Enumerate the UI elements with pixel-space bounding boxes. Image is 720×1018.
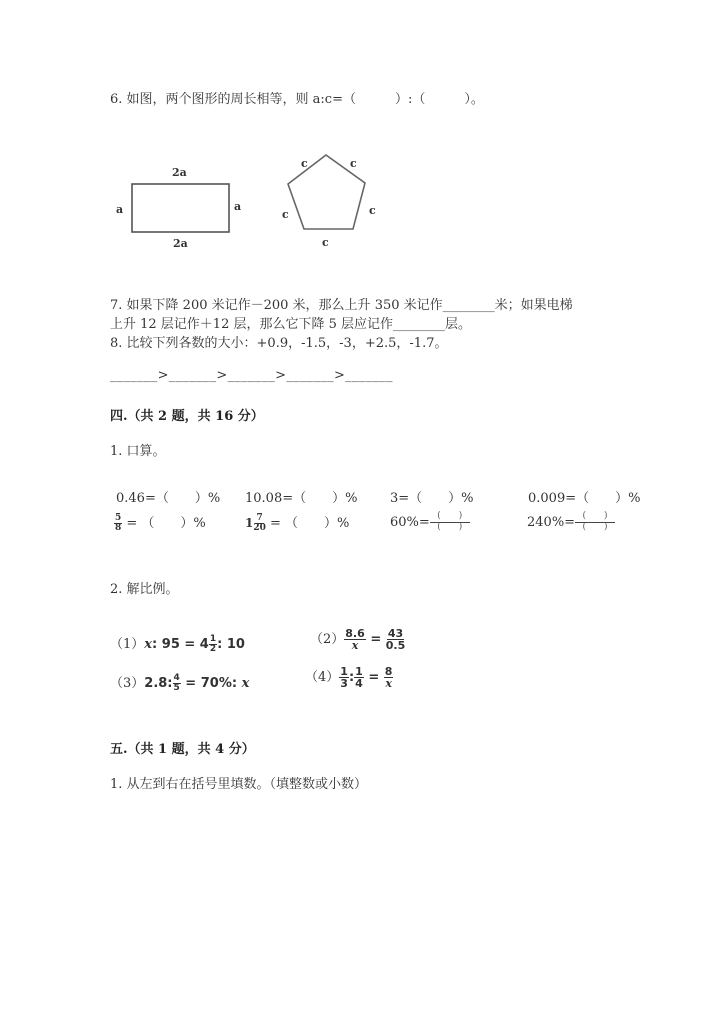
section-4-q2-title: 2. 解比例。 [110,582,179,597]
pentagon-figure [282,155,376,249]
blank-fraction: ( ) ( ) [575,512,615,533]
proportion-1: （1）x: 95 = 4 $\frac{1}{2}$ : 10 [110,634,245,654]
rect-bottom-label: 2a [173,237,188,250]
question-8-text: 8. 比较下列各数的大小：+0.9，-1.5，-3，+2.5，-1.7。 [110,336,448,351]
pentagon-side-label: c [369,204,376,217]
proportion-3: （3）2.8: $\frac{4}{5}$ = 70%: x [110,673,250,693]
mental-math-item: 1 $\frac{7}{20}$ = （ ）% [245,513,350,533]
mental-math-item: 10.08=（ ）% [245,491,358,506]
question-7-line2: 上升 12 层记作＋12 层，那么它下降 5 层应记作________层。 [110,317,472,332]
mental-math-item: 0.46=（ ）% [116,491,221,506]
rect-right-label: a [234,200,242,213]
pentagon-side-label: c [322,236,329,249]
pentagon-side-label: c [282,208,289,221]
mental-math-item: 240%= ( ) ( ) [527,512,615,533]
rect-top-label: 2a [172,166,187,179]
figure-rectangle-pentagon [110,150,400,255]
blank-fraction: ( ) ( ) [430,512,470,533]
mental-math-item: $\frac{5}{8}$ = （ ）% [115,513,206,533]
section-4-q1-title: 1. 口算。 [110,444,166,459]
mental-math-item: 0.009=（ ）% [528,491,641,506]
section-5-title: 五.（共 1 题，共 4 分） [110,742,255,757]
pentagon-side-label: c [350,157,357,170]
fraction: $\frac{7}{20}$ [253,513,266,533]
question-8-blanks: _______>_______>_______>_______>_______ [110,368,393,383]
fraction: $\frac{5}{8}$ [115,513,122,533]
section-5-q1-title: 1. 从左到右在括号里填数。（填整数或小数） [110,777,368,792]
question-6-text: 6. 如图，两个图形的周长相等，则 a:c=（ ）:（ ）。 [110,92,484,107]
mental-math-item: 60%= ( ) ( ) [390,512,470,533]
mental-math-item: 3=（ ）% [390,491,474,506]
section-4-title: 四.（共 2 题，共 16 分） [110,409,264,424]
rectangle-figure [116,166,241,250]
proportion-2: （2） $\frac{8.6}{x}$ = $\frac{43}{0.5}$ [310,627,406,652]
question-7-line1: 7. 如果下降 200 米记作－200 米，那么上升 350 米记作________米；如果电梯 [110,298,573,313]
proportion-4: （4） $\frac{1}{3}$ : $\frac{1}{4}$ = $\frac{8}{x}$ [305,665,393,690]
pentagon-side-label: c [301,157,308,170]
rect-left-label: a [116,203,124,216]
